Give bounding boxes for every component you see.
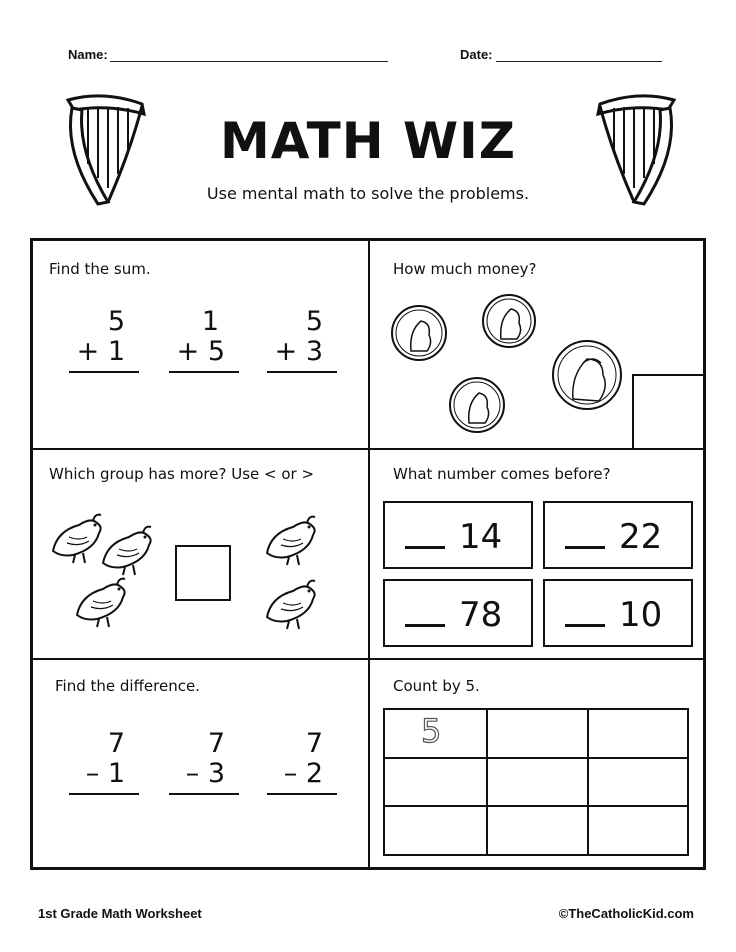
answer-line[interactable] (267, 793, 337, 795)
sum-problem-bottom: + 3 (274, 336, 323, 367)
number-box (543, 579, 693, 647)
coins-illustration (387, 291, 637, 441)
page-subtitle: Use mental math to solve the problems. (206, 184, 530, 203)
nickel-icon (553, 341, 621, 409)
sum-problem-bottom: + 1 (76, 336, 125, 367)
before-section-title: What number comes before? (393, 465, 611, 483)
difference-problem-bottom: – 1 (85, 758, 125, 789)
number-box (383, 579, 533, 647)
difference-problem-bottom: – 3 (185, 758, 225, 789)
grid-divider-1 (33, 448, 703, 450)
sum-section-title: Find the sum. (49, 260, 151, 278)
difference-problem (267, 729, 337, 795)
grid-divider-2 (33, 658, 703, 660)
difference-problem-top: 7 (305, 728, 323, 759)
difference-problem-top: 7 (107, 728, 125, 759)
difference-problem-top: 7 (207, 728, 225, 759)
sum-problem (267, 307, 337, 373)
count-grid-divider (385, 805, 687, 807)
grid-vertical-divider (368, 241, 370, 867)
answer-line[interactable] (69, 371, 139, 373)
count-grid-divider (587, 710, 589, 854)
answer-blank[interactable] (565, 546, 605, 549)
count-grid-divider (486, 710, 488, 854)
compare-answer-box[interactable] (175, 545, 231, 601)
date-line[interactable] (496, 61, 662, 62)
penny-icon (483, 295, 535, 347)
penny-icon (392, 306, 446, 360)
page-title: MATH WIZ (220, 112, 516, 170)
money-section-title: How much money? (393, 260, 537, 278)
quail-icon (77, 579, 125, 627)
name-line[interactable] (110, 61, 388, 62)
count-grid-divider (385, 757, 687, 759)
answer-line[interactable] (169, 371, 239, 373)
number-box (543, 501, 693, 569)
quail-icon (53, 515, 101, 563)
number-box (383, 501, 533, 569)
count-first-value: 5 (421, 712, 442, 750)
worksheet-grid (30, 238, 706, 870)
money-answer-box[interactable] (632, 374, 703, 448)
sum-problem (69, 307, 139, 373)
footer-right: ©TheCatholicKid.com (558, 906, 694, 921)
sum-problem-top: 1 (201, 306, 219, 337)
difference-problem (169, 729, 239, 795)
answer-line[interactable] (169, 793, 239, 795)
answer-blank[interactable] (405, 546, 445, 549)
date-label: Date: (460, 47, 493, 62)
sum-problem-bottom: + 5 (176, 336, 225, 367)
difference-problem-bottom: – 2 (283, 758, 323, 789)
count-section-title: Count by 5. (393, 677, 480, 695)
number-value: 10 (619, 595, 663, 635)
quail-icon (267, 581, 315, 629)
footer-left: 1st Grade Math Worksheet (38, 906, 202, 921)
quail-icon (103, 527, 151, 575)
sum-problem-top: 5 (305, 306, 323, 337)
sum-problem (169, 307, 239, 373)
answer-blank[interactable] (565, 624, 605, 627)
number-value: 22 (619, 517, 663, 557)
name-label: Name: (68, 47, 108, 62)
difference-section-title: Find the difference. (55, 677, 200, 695)
number-value: 78 (459, 595, 503, 635)
penny-icon (450, 378, 504, 432)
count-grid (383, 708, 689, 856)
answer-line[interactable] (267, 371, 337, 373)
compare-section-title: Which group has more? Use < or > (49, 465, 315, 483)
quail-icon (267, 517, 315, 565)
answer-line[interactable] (69, 793, 139, 795)
answer-blank[interactable] (405, 624, 445, 627)
difference-problem (69, 729, 139, 795)
number-value: 14 (459, 517, 503, 557)
sum-problem-top: 5 (107, 306, 125, 337)
